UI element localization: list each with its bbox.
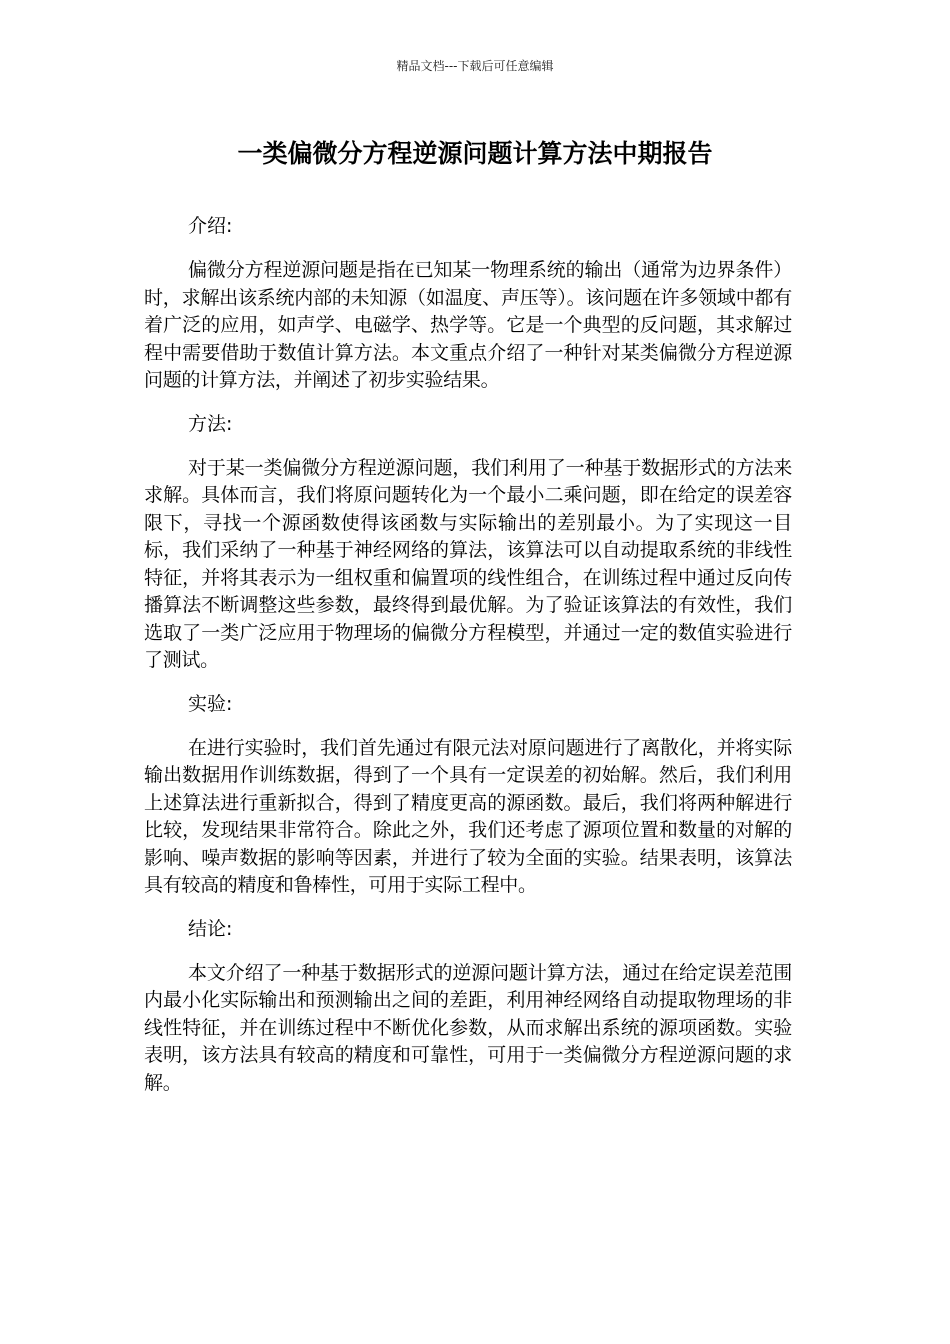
section-experiment xyxy=(144,690,792,900)
section-introduction xyxy=(144,212,792,395)
document-body xyxy=(144,212,792,1112)
section-heading: 结论: xyxy=(188,917,233,940)
section-heading: 介绍: xyxy=(188,215,233,237)
section-heading: 方法: xyxy=(188,412,233,435)
section-heading: 实验: xyxy=(188,692,233,715)
document-title: 一类偏微分方程逆源问题计算方法中期报告 xyxy=(237,139,713,168)
section-paragraph: 对于某一类偏微分方程逆源问题，我们利用了一种基于数据形式的方法来求解。具体而言，我们将原问题转化为一个最小二乘问题，即在给定的误差容限下，寻找一个源函数使得该函数与实际输出的差别最小。为了实现这一目标，我们采纳了一种基于神经网络的算法，该算法可以自动提取系统的非线性特征，并将其表示为一组权重和偏置项的线性组合，在训练过程中通过反向传播算法不断调整这些参数，最终得到最优解。为了验证该算法的有效性，我们选取了一类广泛应用于物理场的偏微分方程模型，并通过一定的数值实验进行了测试。 xyxy=(144,456,792,671)
section-paragraph: 偏微分方程逆源问题是指在已知某一物理系统的输出（通常为边界条件）时，求解出该系统内部的未知源（如温度、声压等）。该问题在许多领域中都有着广泛的应用，如声学、电磁学、热学等。它是一个典型的反问题，其求解过程中需要借助于数值计算方法。本文重点介绍了一种针对某类偏微分方程逆源问题的计算方法，并阐述了初步实验结果。 xyxy=(144,259,792,391)
header-note: 精品文档---下载后可任意编辑 xyxy=(396,59,554,73)
section-paragraph: 在进行实验时，我们首先通过有限元法对原问题进行了离散化，并将实际输出数据用作训练数据，得到了一个具有一定误差的初始解。然后，我们利用上述算法进行重新拟合，得到了精度更高的源函数。最后，我们将两种解进行比较，发现结果非常符合。除此之外，我们还考虑了源项位置和数量的对解的影响、噪声数据的影响等因素，并进行了较为全面的实验。结果表明，该算法具有较高的精度和鲁棒性，可用于实际工程中。 xyxy=(144,736,792,896)
section-method xyxy=(144,410,792,675)
section-paragraph: 本文介绍了一种基于数据形式的逆源问题计算方法，通过在给定误差范围内最小化实际输出和预测输出之间的差距，利用神经网络自动提取物理场的非线性特征，并在训练过程中不断优化参数，从而求解出系统的源项函数。实验表明，该方法具有较高的精度和可靠性，可用于一类偏微分方程逆源问题的求解。 xyxy=(144,961,792,1094)
section-conclusion xyxy=(144,915,792,1098)
